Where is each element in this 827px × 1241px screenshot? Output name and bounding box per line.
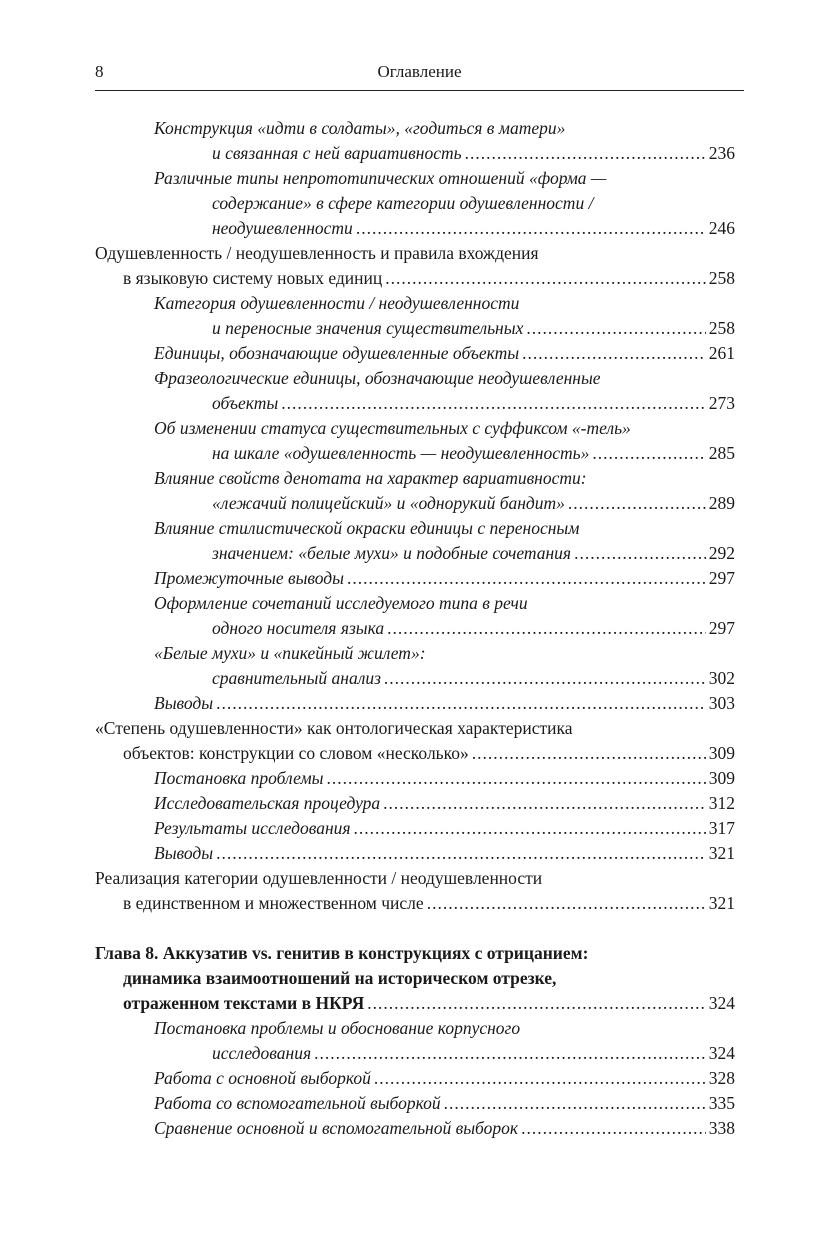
- table-of-contents: [95, 116, 735, 1141]
- toc-subsection-entry[interactable]: [154, 516, 735, 566]
- toc-page-number: 258: [708, 318, 735, 338]
- toc-entry-title: неодушевленности: [212, 218, 353, 238]
- dot-leader: [216, 841, 706, 866]
- toc-subsection-entry[interactable]: [154, 1066, 735, 1091]
- toc-entry-title: Работа со вспомогательной выборкой: [154, 1093, 441, 1113]
- toc-entry-title: Выводы: [154, 843, 214, 863]
- toc-section-entry[interactable]: [95, 716, 735, 766]
- toc-entry-title: в языковую систему новых единиц: [123, 268, 383, 288]
- toc-subsection-entry[interactable]: [154, 466, 735, 516]
- dot-leader: [314, 1041, 706, 1066]
- toc-entry-title: и переносные значения существительных: [212, 318, 524, 338]
- toc-subsection-entry[interactable]: [154, 291, 735, 341]
- dot-leader: [367, 991, 706, 1016]
- toc-entry-title: «лежачий полицейский» и «однорукий бандит»: [212, 493, 565, 513]
- dot-leader: [472, 741, 706, 766]
- toc-page-number: 285: [708, 443, 735, 463]
- dot-leader: [347, 566, 706, 591]
- dot-leader: [387, 616, 706, 641]
- toc-section-entry[interactable]: [95, 866, 735, 916]
- toc-subsection-entry[interactable]: [154, 116, 735, 166]
- toc-entry-title: Реализация категории одушевленности / неодушевленности: [95, 868, 543, 888]
- running-title: Оглавление: [377, 62, 462, 81]
- toc-page-number: 309: [708, 768, 735, 788]
- toc-page-number: 292: [708, 543, 735, 563]
- toc-subsection-entry[interactable]: [154, 416, 735, 466]
- toc-subsection-entry[interactable]: [154, 366, 735, 416]
- toc-subsection-entry[interactable]: [154, 566, 735, 591]
- toc-page-number: 297: [708, 618, 735, 638]
- dot-leader: [526, 316, 705, 341]
- toc-page-number: 297: [708, 568, 735, 588]
- toc-entry-title: Результаты исследования: [154, 818, 351, 838]
- section-gap: [95, 916, 735, 941]
- toc-entry-title: Конструкция «идти в солдаты», «годиться в матери»: [154, 118, 566, 138]
- toc-page-number: 312: [708, 793, 735, 813]
- toc-page-number: 258: [708, 268, 735, 288]
- toc-entry-title: Влияние свойств денотата на характер вариативности:: [154, 468, 587, 488]
- dot-leader: [427, 891, 706, 916]
- toc-entry-title: объектов: конструкции со словом «несколько»: [123, 743, 469, 763]
- toc-entry-title: исследования: [212, 1043, 312, 1063]
- toc-page-number: 317: [708, 818, 735, 838]
- toc-page-number: 303: [708, 693, 735, 713]
- toc-entry-title: Исследовательская процедура: [154, 793, 381, 813]
- toc-page-number: 321: [708, 893, 735, 913]
- toc-entry-title: Выводы: [154, 693, 214, 713]
- toc-page-number: 324: [708, 1043, 735, 1063]
- dot-leader: [354, 816, 706, 841]
- toc-page-number: 321: [708, 843, 735, 863]
- dot-leader: [592, 441, 705, 466]
- toc-entry-title: Промежуточные выводы: [154, 568, 345, 588]
- toc-entry-title: и связанная с ней вариативность: [212, 143, 462, 163]
- toc-entry-title: отраженном текстами в НКРЯ: [123, 993, 365, 1013]
- toc-subsection-entry[interactable]: [154, 591, 735, 641]
- dot-leader: [568, 491, 706, 516]
- toc-subsection-entry[interactable]: [154, 816, 735, 841]
- dot-leader: [521, 1116, 706, 1141]
- dot-leader: [383, 791, 706, 816]
- dot-leader: [374, 1066, 706, 1091]
- toc-entry-title: Влияние стилистической окраски единицы с переносным: [154, 518, 580, 538]
- toc-entry-title: Об изменении статуса существительных с суффиксом «-тель»: [154, 418, 631, 438]
- toc-entry-title: «Степень одушевленности» как онтологическая характеристика: [95, 718, 573, 738]
- dot-leader: [356, 216, 706, 241]
- toc-entry-title: Глава 8. Аккузатив vs. генитив в конструкциях с отрицанием:: [95, 943, 589, 963]
- dot-leader: [465, 141, 706, 166]
- toc-subsection-entry[interactable]: [154, 1116, 735, 1141]
- toc-page-number: 324: [708, 993, 735, 1013]
- dot-leader: [384, 666, 706, 691]
- toc-subsection-entry[interactable]: [154, 791, 735, 816]
- dot-leader: [385, 266, 705, 291]
- toc-entry-title: значением: «белые мухи» и подобные сочетания: [212, 543, 572, 563]
- toc-entry-title: Постановка проблемы и обоснование корпусного: [154, 1018, 521, 1038]
- toc-entry-title: сравнительный анализ: [212, 668, 381, 688]
- toc-entry-title: Постановка проблемы: [154, 768, 324, 788]
- toc-entry-title: Одушевленность / неодушевленность и правила вхождения: [95, 243, 539, 263]
- toc-entry-title: Сравнение основной и вспомогательной выборок: [154, 1118, 519, 1138]
- toc-entry-title: Категория одушевленности / неодушевленности: [154, 293, 520, 313]
- toc-subsection-entry[interactable]: [154, 1016, 735, 1066]
- dot-leader: [281, 391, 706, 416]
- toc-subsection-entry[interactable]: [154, 166, 735, 241]
- toc-page-number: 236: [708, 143, 735, 163]
- toc-subsection-entry[interactable]: [154, 1091, 735, 1116]
- toc-entry-title: одного носителя языка: [212, 618, 385, 638]
- toc-page-number: 246: [708, 218, 735, 238]
- toc-entry-title: содержание» в сфере категории одушевленности /: [212, 193, 594, 213]
- toc-entry-title: Фразеологические единицы, обозначающие неодушевленные: [154, 368, 601, 388]
- toc-entry-title: в единственном и множественном числе: [123, 893, 424, 913]
- toc-subsection-entry[interactable]: [154, 341, 735, 366]
- dot-leader: [522, 341, 706, 366]
- dot-leader: [216, 691, 706, 716]
- toc-subsection-entry[interactable]: [154, 766, 735, 791]
- toc-entry-title: динамика взаимоотношений на историческом отрезке,: [123, 968, 557, 988]
- dot-leader: [444, 1091, 706, 1116]
- page-header: [95, 62, 744, 91]
- toc-page-number: 302: [708, 668, 735, 688]
- toc-entry-title: Оформление сочетаний исследуемого типа в речи: [154, 593, 528, 613]
- toc-entry-title: на шкале «одушевленность — неодушевленность»: [212, 443, 590, 463]
- toc-subsection-entry[interactable]: [154, 841, 735, 866]
- toc-entry-title: Различные типы непрототипических отношений «форма —: [154, 168, 607, 188]
- toc-subsection-entry[interactable]: [154, 641, 735, 691]
- toc-page-number: 309: [708, 743, 735, 763]
- toc-page-number: 289: [708, 493, 735, 513]
- toc-entry-title: Единицы, обозначающие одушевленные объекты: [154, 343, 520, 363]
- toc-subsection-entry[interactable]: [154, 691, 735, 716]
- toc-entry-title: «Белые мухи» и «пикейный жилет»:: [154, 643, 426, 663]
- toc-page-number: 273: [708, 393, 735, 413]
- toc-page-number: 335: [708, 1093, 735, 1113]
- toc-entry-title: Работа с основной выборкой: [154, 1068, 371, 1088]
- toc-section-entry[interactable]: [95, 241, 735, 291]
- page-number: 8: [95, 62, 104, 81]
- toc-page-number: 338: [708, 1118, 735, 1138]
- dot-leader: [574, 541, 706, 566]
- toc-entry-title: объекты: [212, 393, 279, 413]
- toc-page-number: 328: [708, 1068, 735, 1088]
- toc-page-number: 261: [708, 343, 735, 363]
- toc-chapter-entry[interactable]: [95, 941, 735, 1016]
- dot-leader: [326, 766, 705, 791]
